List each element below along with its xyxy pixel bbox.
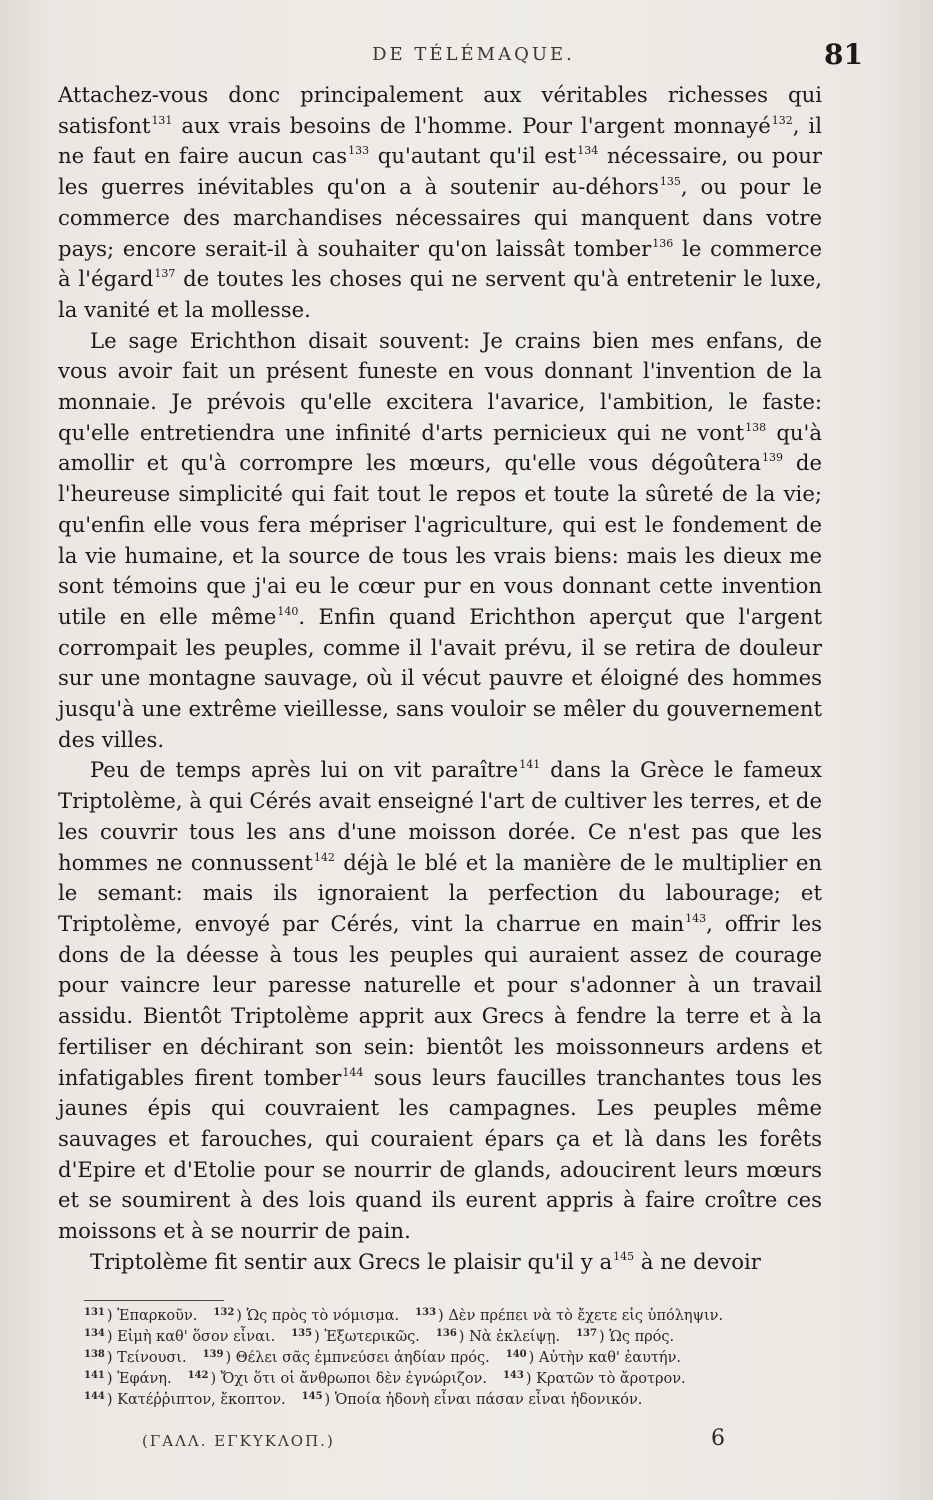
footnote-number: 136 — [435, 1328, 457, 1339]
text-run: Triptolème fit sentir aux Grecs le plaisir qu'il y a — [90, 1248, 613, 1274]
footnote: $^{131}$ ) Ἐπαρκοῦν. — [84, 1307, 198, 1324]
text-run: le commerce à l'égard — [58, 235, 822, 292]
text-run: . Enfin quand Erichthon aperçut que l'argent corrompait les peuples, comme il l'avait prévu, il se retira de douleur sur une montagne sauvage, où il vécut pauvre et éloigné des hommes jusqu'à une extrême vieillesse, sans vouloir se mêler du gouvernement des villes. — [58, 603, 822, 752]
footnote-number: 142 — [187, 1370, 209, 1381]
running-title: DE TÉLÉMAQUE. — [372, 44, 575, 65]
footnote-line — [84, 1306, 824, 1327]
text-run: de l'heureuse simplicité qui fait tout le repos et toute la sûreté de la vie; qu'enfin elle vous fera mépriser l'agriculture, qui est le fondement de la vie humaine, et la source de tous les vrais biens: mais les dieux me sont témoins que j'ai eu le cœur pur en vous donnant cette invention utile en elle même — [58, 450, 822, 629]
footnote: $^{142}$ ) Ὄχι ὅτι οἱ ἄνθρωποι δὲν ἐγνώριζον. — [187, 1370, 487, 1387]
footnote: $^{141}$ ) Ἐφάνη. — [84, 1370, 172, 1387]
text-run: aux vrais besoins de l'homme. Pour l'argent monnayé — [172, 112, 771, 138]
footnote-text: Ὡς πρός. — [609, 1329, 675, 1345]
text-run: Attachez-vous donc principalement aux véritables richesses qui satisfont — [58, 82, 822, 138]
footnote-ref: 143 — [685, 911, 707, 925]
page-number: 81 — [824, 38, 863, 71]
footnote-number: 137 — [576, 1328, 597, 1339]
text-run: nécessaire, ou pour les guerres inévitables qu'on a à soutenir au-déhors — [58, 143, 822, 200]
footnote-text: Δὲν πρέπει νὰ τὸ ἔχετε εἰς ὑπόληψιν. — [448, 1308, 724, 1324]
text-run: dans la Grèce le fameux Triptolème, à qui Cérés avait enseigné l'art de cultiver les terres, et de les couvrir tous les ans d'une moisson dorée. Ce n'est pas que les hommes ne connussent — [58, 757, 822, 875]
footnote-number: 143 — [502, 1370, 524, 1381]
footnote: $^{133}$ ) Δὲν πρέπει νὰ τὸ ἔχετε εἰς ὑπόληψιν. — [415, 1307, 724, 1324]
footnote-text: Ἐπαρκοῦν. — [117, 1308, 198, 1324]
footnote-text: Εἰμὴ καθ' ὅσον εἶναι. — [117, 1329, 276, 1345]
text-run: , ou pour le commerce des marchandises nécessaires qui manquent dans votre pays; encore serait-il à souhaiter qu'on laissât tomber — [58, 174, 823, 261]
footnote-text: Τείνουσι. — [117, 1350, 187, 1366]
footnote: $^{140}$ ) Αὐτὴν καθ' ἑαυτήν. — [505, 1349, 682, 1366]
text-run: Peu de temps après lui on vit paraître — [90, 757, 519, 783]
footnote-number: 141 — [84, 1370, 105, 1381]
text-run: sous leurs faucilles tranchantes tous les jaunes épis qui couvraient les campagnes. Les peuples même sauvages et farouches, qui couraient épars ça et là dans les forêts d'Epire et d'Etolie pour se nourrir de glands, adoucirent leurs mœurs et se soumirent à des lois quand ils eurent appris à faire croître ces moissons et à se nourrir de pain. — [58, 1064, 823, 1244]
footnote-ref: 140 — [277, 604, 299, 618]
footnote-line — [84, 1369, 824, 1390]
footnote-text: Ὡς πρὸς τὸ νόμισμα. — [246, 1308, 400, 1324]
footnote-text: Κρατῶν τὸ ἄροτρον. — [536, 1371, 686, 1387]
footnote-text: Ὄχι ὅτι οἱ ἄνθρωποι δὲν ἐγνώριζον. — [220, 1371, 487, 1387]
paragraph — [58, 755, 822, 1246]
footnote-text: Ὁποία ἡδονὴ εἶναι πάσαν εἶναι ἡδονικόν. — [334, 1392, 643, 1408]
text-run: à ne devoir — [634, 1248, 761, 1274]
text-run: déjà le blé et la manière de le multiplier en le semant: mais ils ignoraient la perfection du labourage; et Triptolème, envoyé par Cérés, vint la charrue en main — [58, 849, 822, 936]
page-footer — [142, 1426, 725, 1456]
footnote-text: Ἐξωτερικῶς. — [324, 1329, 420, 1345]
footnote-number: 132 — [213, 1307, 235, 1318]
footnote-line — [84, 1390, 824, 1411]
footnote-text: Ἐφάνη. — [117, 1371, 172, 1387]
footnote: $^{144}$ ) Κατέῤῥιπτον, ἔκοπτον. — [84, 1391, 286, 1408]
page-header — [84, 38, 863, 74]
footnote: $^{139}$ ) Θέλει σᾶς ἐμπνεύσει ἀηδίαν πρός. — [202, 1349, 490, 1366]
text-run: , il ne faut en faire aucun cas — [58, 112, 822, 169]
text-run: Le sage Erichthon disait souvent: Je crains bien mes enfans, de vous avoir fait un présent funeste en vous donnant l'invention de la monnaie. Je prévois qu'elle excitera l'avarice, l'ambition, le faste: qu'elle entretiendra une infinité d'arts pernicieux qui ne vont — [58, 327, 822, 445]
footnote-rule — [84, 1300, 224, 1301]
footnote-ref: 134 — [577, 144, 599, 158]
footnote: $^{143}$ ) Κρατῶν τὸ ἄροτρον. — [502, 1370, 686, 1387]
footnote-number: 144 — [84, 1391, 105, 1402]
footnote: $^{136}$ ) Νὰ ἐκλείψῃ. — [435, 1328, 561, 1345]
text-run: , offrir les dons de la déesse à tous les peuples qui auraient assez de courage pour vaincre leur paresse naturelle et pour s'adonner à un travail assidu. Bientôt Triptolème apprit aux Grecs à fendre la terre et à la fertiliser en déchirant son sein: bientôt les moissonneurs ardens et infatigables firent tomber — [58, 910, 823, 1090]
footnote-ref: 139 — [762, 451, 784, 465]
footnote-ref: 141 — [519, 758, 541, 772]
paragraph — [58, 80, 822, 326]
footnote-text: Κατέῤῥιπτον, ἔκοπτον. — [117, 1392, 286, 1408]
footnote: $^{134}$ ) Εἰμὴ καθ' ὅσον εἶναι. — [84, 1328, 276, 1345]
footnote-ref: 142 — [313, 850, 335, 864]
paragraph — [58, 1247, 822, 1278]
paragraph — [58, 326, 822, 756]
footnote-ref: 135 — [659, 175, 681, 189]
main-text — [58, 80, 822, 1277]
text-run: de toutes les choses qui ne servent qu'à entretenir le luxe, la vanité et la mollesse. — [58, 266, 822, 322]
gathering-mark: 6 — [711, 1426, 725, 1451]
footnote-ref: 138 — [745, 420, 767, 434]
text-run: qu'autant qu'il est — [369, 143, 577, 169]
footnote-number: 134 — [84, 1328, 105, 1339]
footnote-number: 133 — [415, 1307, 437, 1318]
footnote: $^{145}$ ) Ὁποία ἡδονὴ εἶναι πάσαν εἶναι ἡδονικόν. — [301, 1391, 643, 1408]
footnote-number: 135 — [291, 1328, 313, 1339]
footnote: $^{137}$ ) Ὡς πρός. — [576, 1328, 675, 1345]
footnote: $^{132}$ ) Ὡς πρὸς τὸ νόμισμα. — [213, 1307, 400, 1324]
footnote-ref: 136 — [652, 236, 674, 250]
printer-signature: (ΓΑΛΛ. ΕΓΚΥΚΛΟΠ.) — [142, 1432, 335, 1450]
footnote-text: Αὐτὴν καθ' ἑαυτήν. — [538, 1350, 682, 1366]
footnote: $^{135}$ ) Ἐξωτερικῶς. — [291, 1328, 420, 1345]
footnote-ref: 137 — [154, 267, 176, 281]
footnotes — [84, 1306, 824, 1411]
footnote-line — [84, 1348, 824, 1369]
footnote-text: Θέλει σᾶς ἐμπνεύσει ἀηδίαν πρός. — [235, 1350, 490, 1366]
footnote-text: Νὰ ἐκλείψῃ. — [469, 1329, 561, 1345]
footnote-line — [84, 1327, 824, 1348]
footnote-ref: 131 — [151, 113, 173, 127]
footnote-number: 138 — [84, 1349, 105, 1360]
footnote-ref: 144 — [342, 1065, 364, 1079]
footnote-number: 140 — [505, 1349, 527, 1360]
footnote-ref: 133 — [348, 144, 370, 158]
footnote-number: 131 — [84, 1307, 105, 1318]
footnote-ref: 145 — [613, 1249, 635, 1263]
text-run: qu'à amollir et qu'à corrompre les mœurs, qu'elle vous dégoûtera — [58, 419, 822, 476]
footnote-number: 139 — [202, 1349, 224, 1360]
footnote-number: 145 — [301, 1391, 323, 1402]
footnote: $^{138}$ ) Τείνουσι. — [84, 1349, 187, 1366]
footnote-ref: 132 — [771, 113, 793, 127]
